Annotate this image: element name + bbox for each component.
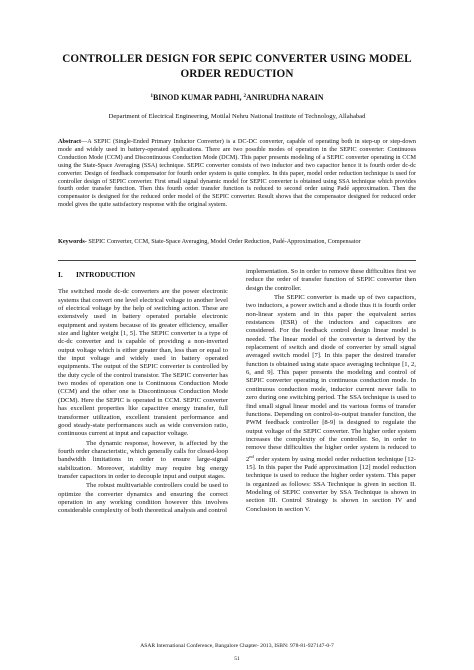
title-line-2: ORDER REDUCTION <box>180 68 294 80</box>
intro-paragraph-5 <box>246 294 416 514</box>
ordinal-suffix: nd <box>249 453 254 459</box>
section-heading <box>58 271 228 279</box>
intro-paragraph-3: The robust multivariable controllers could be used to optimize the converter dynamics and ensuring the correct operation in any working condition however this involves considerable complexity of both theoretical analysis and control <box>58 482 228 515</box>
keywords-text: SEPIC Converter, CCM, State-Space Averaging, Model Order Reduction, Padé-Approximation, Compensator <box>86 238 361 245</box>
keywords-label: Keywords- <box>58 238 87 245</box>
header-divider <box>58 260 416 261</box>
abstract <box>58 138 416 209</box>
author-list <box>40 92 434 103</box>
title-line-1: CONTROLLER DESIGN FOR SEPIC CONVERTER USING MODEL <box>62 53 412 65</box>
author2-affiliation-mark: 2 <box>243 94 246 99</box>
conference-footer: ASAR International Conference, Bangalore Chapter- 2013, ISBN: 978-81-927147-0-7 <box>140 643 334 649</box>
affiliation: Department of Electrical Engineering, Motilal Nehru National Institute of Technology, Allahabad <box>108 113 366 120</box>
left-column <box>58 268 228 516</box>
section-title: INTRODUCTION <box>76 270 136 279</box>
intro-paragraph-5-part-a: The SEPIC converter is made up of two capacitors, two inductors, a power switch and a diode thus it is fourth order non-linear system and in this paper the equivalent series resistances (ESR) of the inductors and capacitors are considered. For the feedback control design linear model is needed. The linear model of the converter is derived by the replacement of switch and diode of converter by small signal averaged switch model [7]. In this paper the desired transfer function is obtained using state space averaging technique [1, 2, 6, and 9]. This paper presents the modeling and control of SEPIC converter operating in continuous conduction mode. In continuous conduction mode, inductor current never falls to zero during one switching period. The SSA technique is used to find small signal linear model and its various forms of transfer functions. Depending on control-to-output transfer function, the PWM feedback controller [8-9] is designed to regulate the output voltage of the SEPIC converter. The higher order system increases the complexity of the controller. So, in order to remove these difficulties the higher order system is reduced to 2 <box>246 294 416 463</box>
intro-paragraph-4: implementation. So in order to remove these difficulties first we reduce the order of transfer function of SEPIC converter then design the controller. <box>246 268 416 292</box>
intro-paragraph-2: The dynamic response, however, is affected by the fourth order characteristic, which generally calls for closed-loop bandwidth limitations in order to ensure large-signal stabilization. Moreover, stability may require big energy transfer capacitors in order to decouple input and output stages. <box>58 439 228 480</box>
abstract-label: Abstract <box>58 138 82 145</box>
paper-title <box>40 52 434 82</box>
author1-name: BINOD KUMAR PADHI, <box>152 93 244 102</box>
section-number: I. <box>58 270 63 279</box>
abstract-text: —A SEPIC (Single-Ended Primary Inductor Converter) is a DC-DC converter, capable of operating both in step-up or step-down mode and widely used in battery-operated applications. There are two possible modes of operation in the SEPIC converter: Continuous Conduction Mode (CCM) and Discontinuous Conduction Mode (DCM). This paper presents modeling of a SEPIC converter operating in CCM using the State-Space Averaging (SSA) technique. SEPIC converter consists of two inductor and two capacitor hence it is fourth order dc-dc converter. Design of feedback compensator for fourth order system is quite complex. In this paper, model order reduction technique is used for controller design of SEPIC converter. First small signal dynamic model for SEPIC converter is obtained using SSA technique which provides fourth order transfer function. Then this fourth order transfer function is reduced to second order using Padé approximation. Then the compensator is designed for the reduced order model of the SEPIC converter. Result shows that the compensator designed for reduced order model gives the quite satisfactory response with the original system. <box>58 138 416 209</box>
keywords <box>58 238 416 246</box>
author2-name: ANIRUDHA NARAIN <box>245 93 324 102</box>
page-number: 51 <box>234 656 240 662</box>
intro-paragraph-1: The switched mode dc-dc converters are the power electronic systems that convert one level electrical voltage to another level of electrical voltage by the help of switching action. These are extensively used in battery operated portable electronic equipment and system because of its greater efficiency, smaller size and lighter weight [1, 5]. The SEPIC converter is a type of dc-dc converter and is capable of providing a non-inverted output voltage which is either greater than, less than or equal to the input voltage and widely used in battery operated equipments. The output of the SEPIC converter is controlled by the duty cycle of the control transistor. The SEPIC converter has two modes of operation one is Continuous Conduction Mode (CCM) and the other one is Discontinuous Conduction Mode (DCM). Here the SEPIC is operated in CCM. SEPIC converter has excellent properties like capacitive energy transfer, full transformer utilization, excellent transient performance and good steady-state performances such as wide conversion ratio, continuous current at input and capacitor voltage. <box>58 288 228 438</box>
right-column <box>246 268 416 514</box>
author1-affiliation-mark: 1 <box>150 94 153 99</box>
intro-paragraph-5-part-b: order system by using model order reduction technique [12-15]. In this paper the Padé approximation [12] model reduction technique is used to reduce the higher order system. This paper is organized as follows: SSA Technique is given in section II. Modeling of SEPIC converter by SSA Technique is shown in section III. Control Strategy is shown in section IV and Conclusion in section V. <box>246 455 416 513</box>
